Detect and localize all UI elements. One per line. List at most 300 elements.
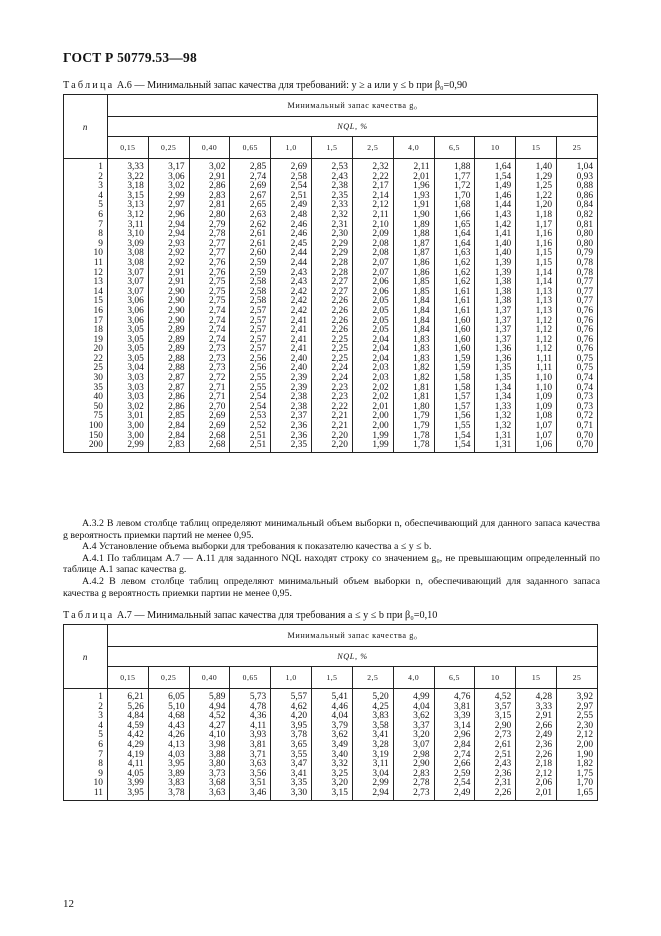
table-cell: 2,26 [312, 326, 353, 336]
table-cell: 2,69 [189, 422, 230, 432]
table-cell: 2,12 [557, 731, 598, 741]
table-cell: 3,93 [230, 731, 271, 741]
table-cell: 3,15 [475, 712, 516, 722]
table-a7 [63, 624, 598, 801]
table-cell: 2,42 [271, 307, 312, 317]
table-cell: 2,63 [230, 211, 271, 221]
table-cell: 1,14 [516, 269, 557, 279]
table-cell: 1,54 [475, 173, 516, 183]
table-cell: 1,90 [393, 211, 434, 221]
table-cell: 1,85 [393, 278, 434, 288]
table-cell: 2,38 [271, 393, 312, 403]
table-cell: 2,43 [271, 278, 312, 288]
table-cell: 2,03 [352, 374, 393, 384]
table-cell: 1,39 [475, 269, 516, 279]
table-cell: 3,12 [107, 211, 148, 221]
table-cell: 0,72 [557, 412, 598, 422]
table-a7-column-headers [64, 667, 598, 689]
table-cell: 0,82 [557, 211, 598, 221]
table-cell: 3,78 [271, 731, 312, 741]
table-cell: 2,33 [312, 201, 353, 211]
table-cell: 4,84 [107, 712, 148, 722]
table-cell: 3,08 [107, 249, 148, 259]
table-cell: 2,75 [189, 297, 230, 307]
row-n-cell: 50 [64, 403, 108, 413]
table-cell: 2,69 [230, 182, 271, 192]
table-cell: 4,19 [107, 751, 148, 761]
table-cell: 2,21 [312, 412, 353, 422]
table-cell: 2,94 [148, 230, 189, 240]
table-cell: 2,01 [516, 789, 557, 800]
table-cell: 3,41 [271, 770, 312, 780]
table-cell: 2,04 [352, 345, 393, 355]
column-header: 0,65 [230, 137, 271, 159]
table-cell: 3,37 [393, 722, 434, 732]
row-n-cell: 3 [64, 712, 108, 722]
table-cell: 1,89 [393, 221, 434, 231]
table-cell: 1,14 [516, 278, 557, 288]
table-cell: 1,40 [516, 159, 557, 173]
table-cell: 3,13 [107, 201, 148, 211]
table-cell: 3,04 [352, 770, 393, 780]
table-cell: 1,32 [475, 422, 516, 432]
row-n-cell: 15 [64, 297, 108, 307]
table-cell: 2,93 [148, 240, 189, 250]
table-cell: 3,30 [271, 789, 312, 800]
table-cell: 2,27 [312, 278, 353, 288]
row-n-cell: 19 [64, 336, 108, 346]
row-n-cell: 30 [64, 374, 108, 384]
table-cell: 2,74 [189, 326, 230, 336]
table-cell: 1,91 [393, 201, 434, 211]
row-n-cell: 2 [64, 173, 108, 183]
table-cell: 3,73 [189, 770, 230, 780]
table-cell: 1,38 [475, 297, 516, 307]
table-cell: 0,80 [557, 230, 598, 240]
table-cell: 2,17 [352, 182, 393, 192]
table-cell: 1,44 [475, 201, 516, 211]
table-cell: 1,79 [393, 422, 434, 432]
row-n-cell: 13 [64, 278, 108, 288]
table-cell: 3,71 [230, 751, 271, 761]
table-cell: 3,62 [312, 731, 353, 741]
table-cell: 0,74 [557, 384, 598, 394]
table-cell: 2,04 [352, 355, 393, 365]
row-n-cell: 200 [64, 441, 108, 452]
table-cell: 2,11 [352, 211, 393, 221]
table-cell: 4,76 [434, 689, 475, 703]
table-cell: 2,09 [352, 230, 393, 240]
table-a7-caption-prefix: Таблица [63, 610, 115, 621]
row-n-cell: 1 [64, 159, 108, 173]
table-cell: 1,04 [557, 159, 598, 173]
table-cell: 1,17 [516, 221, 557, 231]
table-cell: 3,20 [393, 731, 434, 741]
table-cell: 1,06 [516, 441, 557, 452]
table-cell: 2,59 [230, 269, 271, 279]
table-cell: 2,76 [189, 269, 230, 279]
paragraph-a41: А.4.1 По таблицам А.7 — А.11 для заданного NQL находят строку со значением g₀, не превышающим определенный по таблице А.1 запас качества g. [63, 552, 600, 576]
table-cell: 1,10 [516, 384, 557, 394]
table-cell: 4,99 [393, 689, 434, 703]
table-cell: 1,63 [434, 249, 475, 259]
table-cell: 2,96 [434, 731, 475, 741]
table-cell: 1,62 [434, 259, 475, 269]
table-cell: 1,83 [393, 336, 434, 346]
table-cell: 2,54 [271, 182, 312, 192]
row-n-cell: 1 [64, 689, 108, 703]
table-cell: 3,06 [107, 307, 148, 317]
table-cell: 5,73 [230, 689, 271, 703]
table-cell: 3,05 [107, 355, 148, 365]
table-cell: 3,51 [230, 779, 271, 789]
table-cell: 1,61 [434, 288, 475, 298]
table-cell: 2,94 [352, 789, 393, 800]
table-a6-caption-text: А.6 — Минимальный запас качества для требований: y ≥ a или y ≤ b при β₀=0,90 [116, 80, 468, 91]
table-cell: 2,00 [352, 412, 393, 422]
table-cell: 2,02 [352, 384, 393, 394]
table-cell: 3,18 [107, 182, 148, 192]
table-cell: 0,73 [557, 393, 598, 403]
table-cell: 2,83 [393, 770, 434, 780]
table-cell: 5,20 [352, 689, 393, 703]
table-cell: 2,54 [230, 393, 271, 403]
table-cell: 2,55 [557, 712, 598, 722]
table-cell: 3,22 [107, 173, 148, 183]
table-cell: 3,55 [271, 751, 312, 761]
table-cell: 2,29 [312, 240, 353, 250]
table-cell: 2,67 [230, 192, 271, 202]
table-cell: 2,96 [148, 211, 189, 221]
table-cell: 1,07 [516, 422, 557, 432]
table-cell: 2,43 [312, 173, 353, 183]
table-cell: 4,05 [107, 770, 148, 780]
table-cell: 0,70 [557, 441, 598, 452]
table-cell: 2,25 [312, 355, 353, 365]
table-cell: 2,70 [189, 403, 230, 413]
table-a7-nql-header: NQL, % [107, 647, 597, 667]
table-cell: 3,05 [107, 336, 148, 346]
table-cell: 0,70 [557, 432, 598, 442]
table-cell: 2,11 [393, 159, 434, 173]
table-cell: 2,32 [312, 211, 353, 221]
table-cell: 1,29 [516, 173, 557, 183]
table-cell: 2,73 [475, 731, 516, 741]
table-cell: 0,75 [557, 364, 598, 374]
table-cell: 2,06 [352, 288, 393, 298]
table-cell: 1,55 [434, 422, 475, 432]
table-cell: 2,78 [189, 230, 230, 240]
table-cell: 2,58 [230, 297, 271, 307]
table-cell: 2,66 [516, 722, 557, 732]
table-cell: 1,59 [434, 364, 475, 374]
table-cell: 1,83 [393, 355, 434, 365]
table-cell: 1,62 [434, 269, 475, 279]
table-cell: 1,31 [475, 432, 516, 442]
table-cell: 2,42 [271, 288, 312, 298]
table-cell: 2,32 [352, 159, 393, 173]
table-cell: 3,00 [107, 432, 148, 442]
row-n-cell: 8 [64, 230, 108, 240]
table-cell: 1,90 [557, 751, 598, 761]
paragraph-a4: А.4 Установление объема выборки для требования к показателю качества a ≤ y ≤ b. [82, 541, 432, 553]
table-cell: 2,53 [312, 159, 353, 173]
table-cell: 2,89 [148, 336, 189, 346]
table-cell: 1,11 [516, 355, 557, 365]
table-cell: 3,02 [189, 159, 230, 173]
table-cell: 1,34 [475, 384, 516, 394]
table-cell: 1,09 [516, 393, 557, 403]
table-cell: 5,41 [312, 689, 353, 703]
table-cell: 2,80 [189, 211, 230, 221]
table-cell: 1,35 [475, 374, 516, 384]
table-cell: 2,60 [230, 249, 271, 259]
table-cell: 0,76 [557, 336, 598, 346]
table-cell: 1,78 [393, 432, 434, 442]
table-cell: 2,23 [312, 384, 353, 394]
table-cell: 3,40 [312, 751, 353, 761]
table-cell: 2,59 [434, 770, 475, 780]
table-cell: 1,99 [352, 432, 393, 442]
table-cell: 2,44 [271, 249, 312, 259]
table-cell: 4,25 [352, 703, 393, 713]
table-cell: 2,90 [148, 288, 189, 298]
table-cell: 2,74 [230, 173, 271, 183]
table-cell: 2,84 [148, 422, 189, 432]
paragraph-a32: А.3.2 В левом столбце таблиц определяют минимальный объем выборки n, обеспечивающий для данного запаса качества g вероятность приемки партий не менее 0,95. [63, 518, 600, 541]
table-cell: 1,25 [516, 182, 557, 192]
table-cell: 2,54 [230, 403, 271, 413]
table-cell: 2,58 [271, 173, 312, 183]
table-cell: 4,59 [107, 722, 148, 732]
column-header: 1,5 [312, 137, 353, 159]
table-cell: 0,76 [557, 307, 598, 317]
paragraph-a42: А.4.2 В левом столбце таблиц определяют минимальный объем выборки n, обеспечивающий для заданного запаса качества g вероятность приемки партии не менее 0,95. [63, 575, 600, 599]
table-cell: 4,68 [148, 712, 189, 722]
table-cell: 2,43 [271, 269, 312, 279]
table-cell: 3,32 [312, 760, 353, 770]
table-row [64, 789, 598, 800]
table-cell: 2,42 [271, 297, 312, 307]
table-cell: 2,51 [475, 751, 516, 761]
table-cell: 5,10 [148, 703, 189, 713]
table-a7-body [64, 689, 598, 801]
table-cell: 1,13 [516, 288, 557, 298]
table-cell: 3,07 [107, 288, 148, 298]
table-cell: 2,08 [352, 249, 393, 259]
table-cell: 1,12 [516, 326, 557, 336]
table-cell: 2,83 [148, 441, 189, 452]
table-cell: 3,11 [107, 221, 148, 231]
table-cell: 0,88 [557, 182, 598, 192]
table-cell: 3,89 [148, 770, 189, 780]
row-n-cell: 5 [64, 731, 108, 741]
table-cell: 1,96 [393, 182, 434, 192]
table-cell: 1,36 [475, 345, 516, 355]
table-cell: 3,78 [148, 789, 189, 800]
column-header: 15 [516, 667, 557, 689]
table-cell: 1,58 [434, 374, 475, 384]
table-cell: 2,37 [271, 412, 312, 422]
table-cell: 2,01 [352, 403, 393, 413]
table-cell: 2,06 [352, 278, 393, 288]
table-cell: 1,87 [393, 249, 434, 259]
row-n-cell: 12 [64, 269, 108, 279]
table-cell: 3,17 [148, 159, 189, 173]
table-cell: 2,51 [230, 432, 271, 442]
table-cell: 1,65 [434, 221, 475, 231]
page-number: 12 [63, 898, 74, 910]
table-cell: 1,88 [434, 159, 475, 173]
table-cell: 2,68 [189, 432, 230, 442]
row-n-cell: 75 [64, 412, 108, 422]
table-cell: 2,79 [189, 221, 230, 231]
table-cell: 4,42 [107, 731, 148, 741]
table-cell: 2,26 [312, 297, 353, 307]
table-cell: 2,77 [189, 240, 230, 250]
table-cell: 2,61 [230, 230, 271, 240]
table-cell: 1,32 [475, 412, 516, 422]
table-cell: 2,45 [271, 240, 312, 250]
table-cell: 2,81 [189, 201, 230, 211]
table-cell: 2,26 [475, 789, 516, 800]
document-header: ГОСТ Р 50779.53—98 [63, 50, 197, 65]
table-cell: 1,81 [393, 393, 434, 403]
table-a6-column-headers [64, 137, 598, 159]
table-cell: 2,36 [475, 770, 516, 780]
table-a7-group-header: Минимальный запас качества g₀ [107, 625, 597, 647]
table-row [64, 159, 598, 173]
column-header: 25 [557, 667, 598, 689]
table-cell: 2,48 [271, 211, 312, 221]
table-cell: 2,52 [230, 422, 271, 432]
table-cell: 2,57 [230, 307, 271, 317]
table-cell: 2,28 [312, 269, 353, 279]
table-cell: 2,56 [230, 364, 271, 374]
table-cell: 1,80 [393, 403, 434, 413]
table-cell: 5,26 [107, 703, 148, 713]
table-cell: 1,82 [557, 760, 598, 770]
table-cell: 0,76 [557, 326, 598, 336]
table-cell: 1,08 [516, 412, 557, 422]
table-cell: 4,27 [189, 722, 230, 732]
column-header: 25 [557, 137, 598, 159]
table-cell: 1,38 [475, 288, 516, 298]
column-header: 0,25 [148, 137, 189, 159]
table-cell: 2,84 [148, 432, 189, 442]
row-n-cell: 11 [64, 789, 108, 800]
row-n-cell: 11 [64, 259, 108, 269]
table-cell: 3,80 [189, 760, 230, 770]
table-cell: 1,22 [516, 192, 557, 202]
row-n-cell: 10 [64, 779, 108, 789]
table-cell: 2,87 [148, 374, 189, 384]
table-cell: 1,10 [516, 374, 557, 384]
table-cell: 2,74 [189, 307, 230, 317]
row-n-cell: 16 [64, 307, 108, 317]
table-cell: 3,05 [107, 326, 148, 336]
row-n-cell: 2 [64, 703, 108, 713]
table-cell: 0,86 [557, 192, 598, 202]
table-cell: 1,82 [393, 374, 434, 384]
table-cell: 2,07 [352, 269, 393, 279]
table-cell: 3,07 [107, 278, 148, 288]
row-n-cell: 150 [64, 432, 108, 442]
table-cell: 2,51 [271, 192, 312, 202]
table-cell: 2,49 [434, 789, 475, 800]
table-cell: 1,64 [475, 159, 516, 173]
table-cell: 3,19 [352, 751, 393, 761]
table-cell: 2,49 [271, 201, 312, 211]
table-cell: 1,39 [475, 259, 516, 269]
row-n-cell: 25 [64, 364, 108, 374]
table-cell: 4,10 [189, 731, 230, 741]
table-cell: 2,66 [434, 760, 475, 770]
table-cell: 2,90 [148, 317, 189, 327]
table-cell: 2,73 [189, 364, 230, 374]
table-cell: 2,26 [312, 317, 353, 327]
table-cell: 1,15 [516, 259, 557, 269]
table-cell: 2,75 [189, 278, 230, 288]
table-cell: 4,11 [107, 760, 148, 770]
table-cell: 3,57 [475, 703, 516, 713]
row-n-cell: 8 [64, 760, 108, 770]
table-cell: 4,52 [189, 712, 230, 722]
table-cell: 1,35 [475, 364, 516, 374]
table-cell: 2,25 [312, 336, 353, 346]
row-n-cell: 100 [64, 422, 108, 432]
column-header: 1,0 [271, 137, 312, 159]
column-header: 0,40 [189, 137, 230, 159]
table-cell: 2,74 [434, 751, 475, 761]
table-cell: 3,95 [148, 760, 189, 770]
table-a6 [63, 94, 598, 453]
table-cell: 1,77 [434, 173, 475, 183]
row-n-cell: 5 [64, 201, 108, 211]
table-cell: 2,38 [312, 182, 353, 192]
table-cell: 1,57 [434, 393, 475, 403]
table-cell: 1,11 [516, 364, 557, 374]
table-cell: 2,43 [475, 760, 516, 770]
table-cell: 1,42 [475, 221, 516, 231]
column-header: 0,15 [107, 667, 148, 689]
table-cell: 2,88 [148, 364, 189, 374]
table-a6-caption-prefix: Таблица [63, 80, 115, 91]
table-cell: 3,63 [189, 789, 230, 800]
column-header: 6,5 [434, 137, 475, 159]
table-cell: 2,99 [148, 192, 189, 202]
table-cell: 1,13 [516, 297, 557, 307]
table-cell: 2,26 [312, 307, 353, 317]
table-cell: 3,14 [434, 722, 475, 732]
table-cell: 3,46 [230, 789, 271, 800]
table-cell: 3,95 [107, 789, 148, 800]
table-cell: 4,29 [107, 741, 148, 751]
table-row [64, 689, 598, 703]
table-cell: 3,41 [352, 731, 393, 741]
column-header: 4,0 [393, 667, 434, 689]
table-cell: 1,60 [434, 336, 475, 346]
row-n-cell: 18 [64, 326, 108, 336]
table-cell: 4,62 [271, 703, 312, 713]
table-cell: 2,46 [271, 221, 312, 231]
table-cell: 3,95 [271, 722, 312, 732]
column-header: 10 [475, 137, 516, 159]
table-cell: 4,52 [475, 689, 516, 703]
table-cell: 2,28 [312, 259, 353, 269]
table-cell: 1,93 [393, 192, 434, 202]
table-cell: 2,00 [557, 741, 598, 751]
